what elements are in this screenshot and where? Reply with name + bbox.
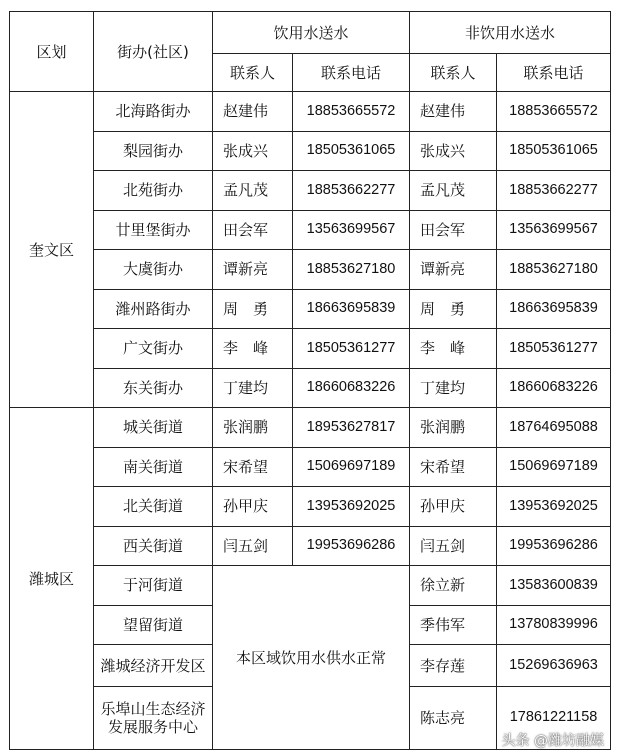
street-cell: 城关街道: [94, 408, 213, 448]
drinking-contact-cell: 宋希望: [213, 447, 293, 487]
table-row: [10, 92, 611, 132]
table-row: [10, 171, 611, 211]
drinking-phone-cell: 15069697189: [293, 447, 410, 487]
nondrinking-phone-cell: 13953692025: [497, 487, 611, 527]
nondrinking-phone-cell: 18660683226: [497, 368, 611, 408]
header-nondrinking-water: 非饮用水送水: [410, 12, 611, 54]
drinking-phone-cell: 18953627817: [293, 408, 410, 448]
street-cell: 北关街道: [94, 487, 213, 527]
street-cell: 西关街道: [94, 526, 213, 566]
water-delivery-contact-table: [9, 11, 611, 750]
header-drinking-water: 饮用水送水: [213, 12, 410, 54]
drinking-contact-cell: 张润鹏: [213, 408, 293, 448]
nondrinking-contact-cell: 李 峰: [410, 329, 497, 369]
drinking-contact-cell: 赵建伟: [213, 92, 293, 132]
street-cell: 梨园街办: [94, 131, 213, 171]
drinking-contact-cell: 丁建均: [213, 368, 293, 408]
nondrinking-contact-cell: 陈志亮: [410, 687, 497, 750]
drinking-contact-cell: 周 勇: [213, 289, 293, 329]
nondrinking-contact-cell: 周 勇: [410, 289, 497, 329]
nondrinking-phone-cell: 18505361065: [497, 131, 611, 171]
drinking-phone-cell: 13953692025: [293, 487, 410, 527]
drinking-phone-cell: 18505361277: [293, 329, 410, 369]
nondrinking-contact-cell: 李存莲: [410, 645, 497, 687]
street-cell: 潍州路街办: [94, 289, 213, 329]
street-cell: [94, 687, 213, 750]
drinking-phone-cell: 18663695839: [293, 289, 410, 329]
nondrinking-contact-cell: 田会军: [410, 210, 497, 250]
nondrinking-contact-cell: 谭新亮: [410, 250, 497, 290]
drinking-phone-cell: 18853665572: [293, 92, 410, 132]
street-cell: 北苑街办: [94, 171, 213, 211]
district-cell: 潍城区: [10, 408, 94, 750]
header-drinking-phone: 联系电话: [293, 54, 410, 92]
drinking-contact-cell: 闫五剑: [213, 526, 293, 566]
nondrinking-phone-cell: 13583600839: [497, 566, 611, 606]
table-row: [10, 526, 611, 566]
drinking-phone-cell: 19953696286: [293, 526, 410, 566]
nondrinking-phone-cell: 15269636963: [497, 645, 611, 687]
nondrinking-contact-cell: 宋希望: [410, 447, 497, 487]
street-cell: [94, 645, 213, 687]
nondrinking-phone-cell: 18764695088: [497, 408, 611, 448]
header-drinking-contact: 联系人: [213, 54, 293, 92]
header-subdistrict: 街办(社区): [94, 12, 213, 92]
drinking-contact-cell: 孟凡茂: [213, 171, 293, 211]
nondrinking-contact-cell: 闫五剑: [410, 526, 497, 566]
street-cell: 南关街道: [94, 447, 213, 487]
nondrinking-phone-cell: 18663695839: [497, 289, 611, 329]
table-row: [10, 250, 611, 290]
table-row: [10, 329, 611, 369]
street-cell: 于河街道: [94, 566, 213, 606]
nondrinking-phone-cell: 18505361277: [497, 329, 611, 369]
header-nondrinking-contact: 联系人: [410, 54, 497, 92]
nondrinking-phone-cell: 18853665572: [497, 92, 611, 132]
nondrinking-phone-cell: 13563699567: [497, 210, 611, 250]
street-cell: 广文街办: [94, 329, 213, 369]
drinking-phone-cell: 13563699567: [293, 210, 410, 250]
header-district: 区划: [10, 12, 94, 92]
street-cell: 东关街办: [94, 368, 213, 408]
drinking-phone-cell: 18505361065: [293, 131, 410, 171]
drinking-phone-cell: 18660683226: [293, 368, 410, 408]
table-row: [10, 289, 611, 329]
street-cell: 望留街道: [94, 605, 213, 645]
nondrinking-phone-cell: 18853627180: [497, 250, 611, 290]
table-row: [10, 131, 611, 171]
nondrinking-contact-cell: 孟凡茂: [410, 171, 497, 211]
watermark-text: 头条 @潍坊融媒: [501, 733, 604, 749]
nondrinking-contact-cell: 季伟军: [410, 605, 497, 645]
drinking-contact-cell: 田会军: [213, 210, 293, 250]
nondrinking-phone-cell: 13780839996: [497, 605, 611, 645]
table-row: [10, 447, 611, 487]
nondrinking-contact-cell: 孙甲庆: [410, 487, 497, 527]
nondrinking-phone-cell: 17861221158: [497, 687, 611, 750]
drinking-contact-cell: 谭新亮: [213, 250, 293, 290]
drinking-phone-cell: 18853662277: [293, 171, 410, 211]
drinking-contact-cell: 李 峰: [213, 329, 293, 369]
drinking-water-normal-note: 本区域饮用水供水正常: [213, 566, 410, 750]
nondrinking-contact-cell: 丁建均: [410, 368, 497, 408]
table-row: [10, 210, 611, 250]
street-label: 乐埠山生态经济发展服务中心: [100, 700, 206, 736]
table-row: [10, 408, 611, 448]
street-cell: 大虞街办: [94, 250, 213, 290]
table-row: [10, 368, 611, 408]
drinking-contact-cell: 张成兴: [213, 131, 293, 171]
nondrinking-phone-cell: 18853662277: [497, 171, 611, 211]
nondrinking-contact-cell: 张成兴: [410, 131, 497, 171]
nondrinking-contact-cell: 赵建伟: [410, 92, 497, 132]
nondrinking-phone-cell: 15069697189: [497, 447, 611, 487]
header-nondrinking-phone: 联系电话: [497, 54, 611, 92]
table-row: [10, 487, 611, 527]
nondrinking-contact-cell: 张润鹏: [410, 408, 497, 448]
street-cell: 廿里堡街办: [94, 210, 213, 250]
nondrinking-contact-cell: 徐立新: [410, 566, 497, 606]
district-cell: 奎文区: [10, 92, 94, 408]
street-cell: 北海路街办: [94, 92, 213, 132]
street-label: 潍城经济开发区: [100, 656, 206, 675]
table-row: [10, 566, 611, 606]
drinking-phone-cell: 18853627180: [293, 250, 410, 290]
drinking-contact-cell: 孙甲庆: [213, 487, 293, 527]
nondrinking-phone-cell: 19953696286: [497, 526, 611, 566]
